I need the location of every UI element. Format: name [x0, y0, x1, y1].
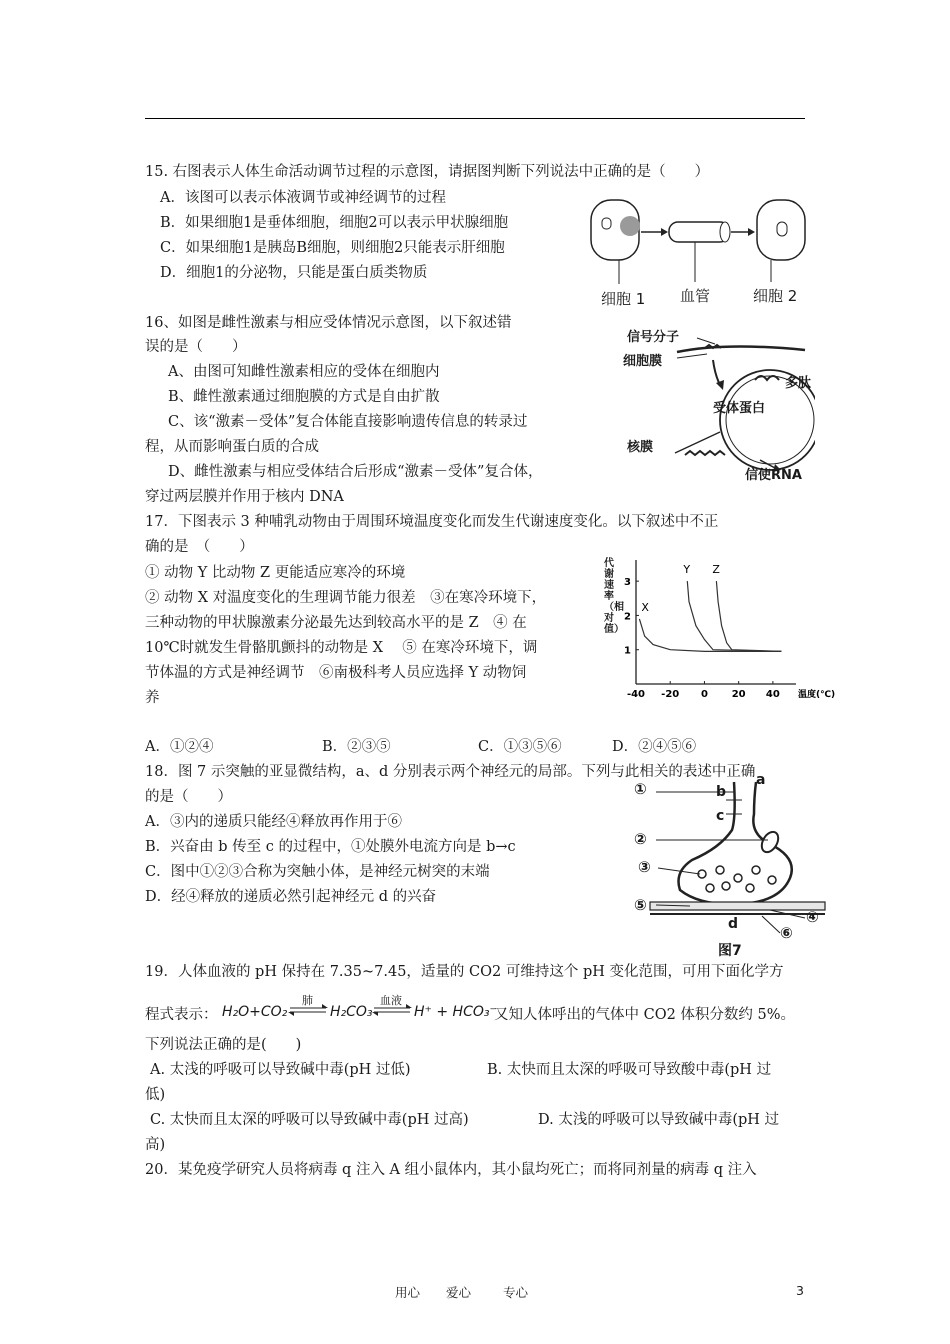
q19-option-c: C. 太快而且太深的呼吸可以导致碱中毒(pH 过高): [150, 1112, 469, 1128]
page-number: 3: [796, 1283, 804, 1298]
eq-arrow1-label: 肺: [302, 994, 313, 1007]
q17-option-a: A．①②④: [145, 739, 214, 755]
q18-figure: [630, 772, 830, 959]
q19-stem-line2-post: 又知人体呼出的气体中 CO2 体积分数约 5%。: [494, 1007, 796, 1023]
q18-option-d: D．经④释放的递质必然引起神经元 d 的兴奋: [145, 889, 437, 905]
q18-option-b: B．兴奋由 b 传至 c 的过程中，①处膜外电流方向是 b→c: [145, 839, 516, 855]
chart-x-tick-label: -40: [626, 689, 646, 700]
q16-stem-line2: 误的是（ ）: [145, 339, 247, 355]
chart-series-z: [716, 581, 781, 651]
footer-text-2: 爱心: [446, 1285, 472, 1300]
q17-option-d: D．②④⑤⑥: [612, 739, 697, 755]
q19-equation: [222, 992, 497, 1024]
q18-stem-line2: 的是（ ）: [145, 789, 232, 805]
q16-figure: [615, 320, 815, 485]
q16-label-mrna: 信使RNA: [745, 468, 802, 483]
q18-figure-caption: 图7: [718, 943, 742, 959]
q15-option-c: C．如果细胞1是胰岛B细胞，则细胞2只能表示肝细胞: [160, 240, 505, 256]
q18-label-3: ③: [638, 858, 651, 876]
q16-option-d-line1: D、雌性激素与相应受体结合后形成“激素－受体”复合体，: [168, 464, 543, 480]
secretion-blob: [620, 216, 640, 236]
eq-mid: H₂CO₃: [330, 1004, 373, 1020]
cell-membrane-line: [677, 346, 805, 352]
q19-stem-line2-pre: 程式表示：: [145, 1007, 218, 1023]
q17-statement-line6: 养: [145, 690, 160, 706]
q19-stem-line1: 19．人体血液的 pH 保持在 7.35~7.45，适量的 CO2 可维持这个 pH 变化范围，可用下面化学方: [145, 964, 784, 980]
q17-statement-line2: ② 动物 X 对温度变化的生理调节能力很差 ③在寒冷环境下，: [145, 590, 547, 606]
q18-label-5: ⑤: [634, 896, 647, 914]
q19-option-d-line2: 高): [145, 1137, 166, 1153]
eq-right: H⁺ + HCO₃⁻: [414, 1004, 497, 1020]
q17-option-b: B．②③⑤: [322, 739, 391, 755]
q17-option-c: C．①③⑤⑥: [478, 739, 562, 755]
q19-stem-line3: 下列说法正确的是( ): [145, 1037, 302, 1053]
vesicles: [698, 866, 776, 892]
q16-option-c-line1: C、该“激素－受体”复合体能直接影响遗传信息的转录过: [168, 414, 528, 430]
chart-series-label-y: Y: [683, 563, 691, 577]
q18-label-b: b: [716, 784, 727, 800]
q20-stem: 20．某免疫学研究人员将病毒 q 注入 A 组小鼠体内，其小鼠均死亡；而将同剂量的病毒 q 注入: [145, 1162, 757, 1178]
footer-text-1: 用心: [395, 1285, 421, 1300]
q15-label-vessel: 血管: [680, 287, 711, 305]
q18-label-c: c: [716, 808, 725, 824]
q16-label-membrane: 细胞膜: [623, 354, 663, 369]
chart-series-label-z: Z: [712, 563, 720, 577]
q16-option-d-line2: 穿过两层膜并作用于核内 DNA: [145, 489, 344, 505]
chart-x-tick-label: 0: [700, 689, 708, 700]
q16-option-c-line2: 程，从而影响蛋白质的合成: [145, 439, 319, 455]
q19-option-b-line2: 低): [145, 1087, 166, 1103]
q17-statement-line1: ① 动物 Y 比动物 Z 更能适应寒冷的环境: [145, 565, 406, 581]
q18-label-4: ④: [806, 908, 819, 926]
q15-stem: 15. 右图表示人体生命活动调节过程的示意图，请据图判断下列说法中正确的是（ ）: [145, 164, 710, 180]
q18-label-1: ①: [634, 780, 647, 798]
q17-stem-line2: 确的是 （ ）: [145, 539, 254, 555]
chart-y-tick-label: 3: [624, 577, 631, 589]
mitochondrion: [758, 829, 781, 855]
q15-option-a: A．该图可以表示体液调节或神经调节的过程: [160, 190, 446, 206]
chart-ylabel: 代谢速率（相对值）: [604, 558, 624, 635]
q18-stem-line1: 18．图 7 示突触的亚显微结构，a、d 分别表示两个神经元的局部。下列与此相关的表述中正确: [145, 764, 756, 780]
q15-label-cell2: 细胞 2: [753, 287, 798, 305]
chart-x-tick-label: 20: [731, 689, 746, 700]
q15-label-cell1: 细胞 1: [601, 290, 646, 308]
q17-statement-line5: 节体温的方式是神经调节 ⑥南极科考人员应选择 Y 动物饲: [145, 665, 527, 681]
q19-option-d-line1: D. 太浅的呼吸可以导致碱中毒(pH 过: [538, 1112, 780, 1128]
q17-statement-line3: 三种动物的甲状腺激素分泌最先达到较高水平的是 Z ④ 在: [145, 615, 527, 631]
chart-x-tick-label: -20: [661, 689, 680, 700]
q16-label-peptide: 多肽: [785, 376, 812, 391]
chart-canvas: [598, 552, 838, 707]
q18-label-2: ②: [634, 830, 647, 848]
footer-text-3: 专心: [503, 1285, 529, 1300]
q18-label-a: a: [756, 772, 766, 788]
q16-stem-line1: 16、如图是雌性激素与相应受体情况示意图，以下叙述错: [145, 315, 512, 331]
chart-series-label-x: X: [641, 600, 649, 614]
q15-figure: [585, 188, 815, 313]
mrna-strand: [685, 451, 725, 455]
q16-option-a: A、由图可知雌性激素相应的受体在细胞内: [168, 364, 440, 380]
q16-option-b: B、雌性激素通过细胞膜的方式是自由扩散: [168, 389, 440, 405]
eq-arrow2-label: 血液: [380, 994, 402, 1007]
q19-option-a: A. 太浅的呼吸可以导致碱中毒(pH 过低): [150, 1062, 411, 1078]
q17-stem-line1: 17．下图表示 3 种哺乳动物由于周围环境温度变化而发生代谢速度变化。以下叙述中不正: [145, 514, 719, 530]
q16-label-receptor: 受体蛋白: [713, 401, 766, 416]
chart-y-tick-label: 1: [624, 645, 631, 657]
q18-label-d: d: [728, 916, 739, 932]
q17-chart: [598, 552, 838, 707]
q18-option-a: A．③内的递质只能经④释放再作用于⑥: [145, 814, 402, 830]
q16-label-signal: 信号分子: [627, 330, 680, 345]
chart-y-tick-label: 2: [624, 611, 631, 623]
q18-option-c: C．图中①②③合称为突触小体，是神经元树突的末端: [145, 864, 490, 880]
header-rule: [145, 118, 805, 119]
q15-option-b: B．如果细胞1是垂体细胞，细胞2可以表示甲状腺细胞: [160, 215, 509, 231]
q15-option-d: D．细胞1的分泌物，只能是蛋白质类物质: [160, 265, 428, 281]
q16-label-nucleus: 核膜: [627, 440, 654, 455]
eq-left: H₂O+CO₂: [222, 1004, 288, 1020]
chart-xlabel: 温度(℃): [798, 690, 836, 700]
cell2-nucleus: [777, 222, 787, 236]
q19-option-b-line1: B. 太快而且太深的呼吸可导致酸中毒(pH 过: [487, 1062, 772, 1078]
q18-label-6: ⑥: [780, 924, 793, 942]
chart-x-tick-label: 40: [765, 689, 780, 700]
q17-statement-line4: 10℃时就发生骨骼肌颤抖的动物是 X ⑤ 在寒冷环境下，调: [145, 640, 538, 656]
chart-series-y: [687, 581, 781, 651]
cell1-nucleus: [602, 218, 611, 229]
